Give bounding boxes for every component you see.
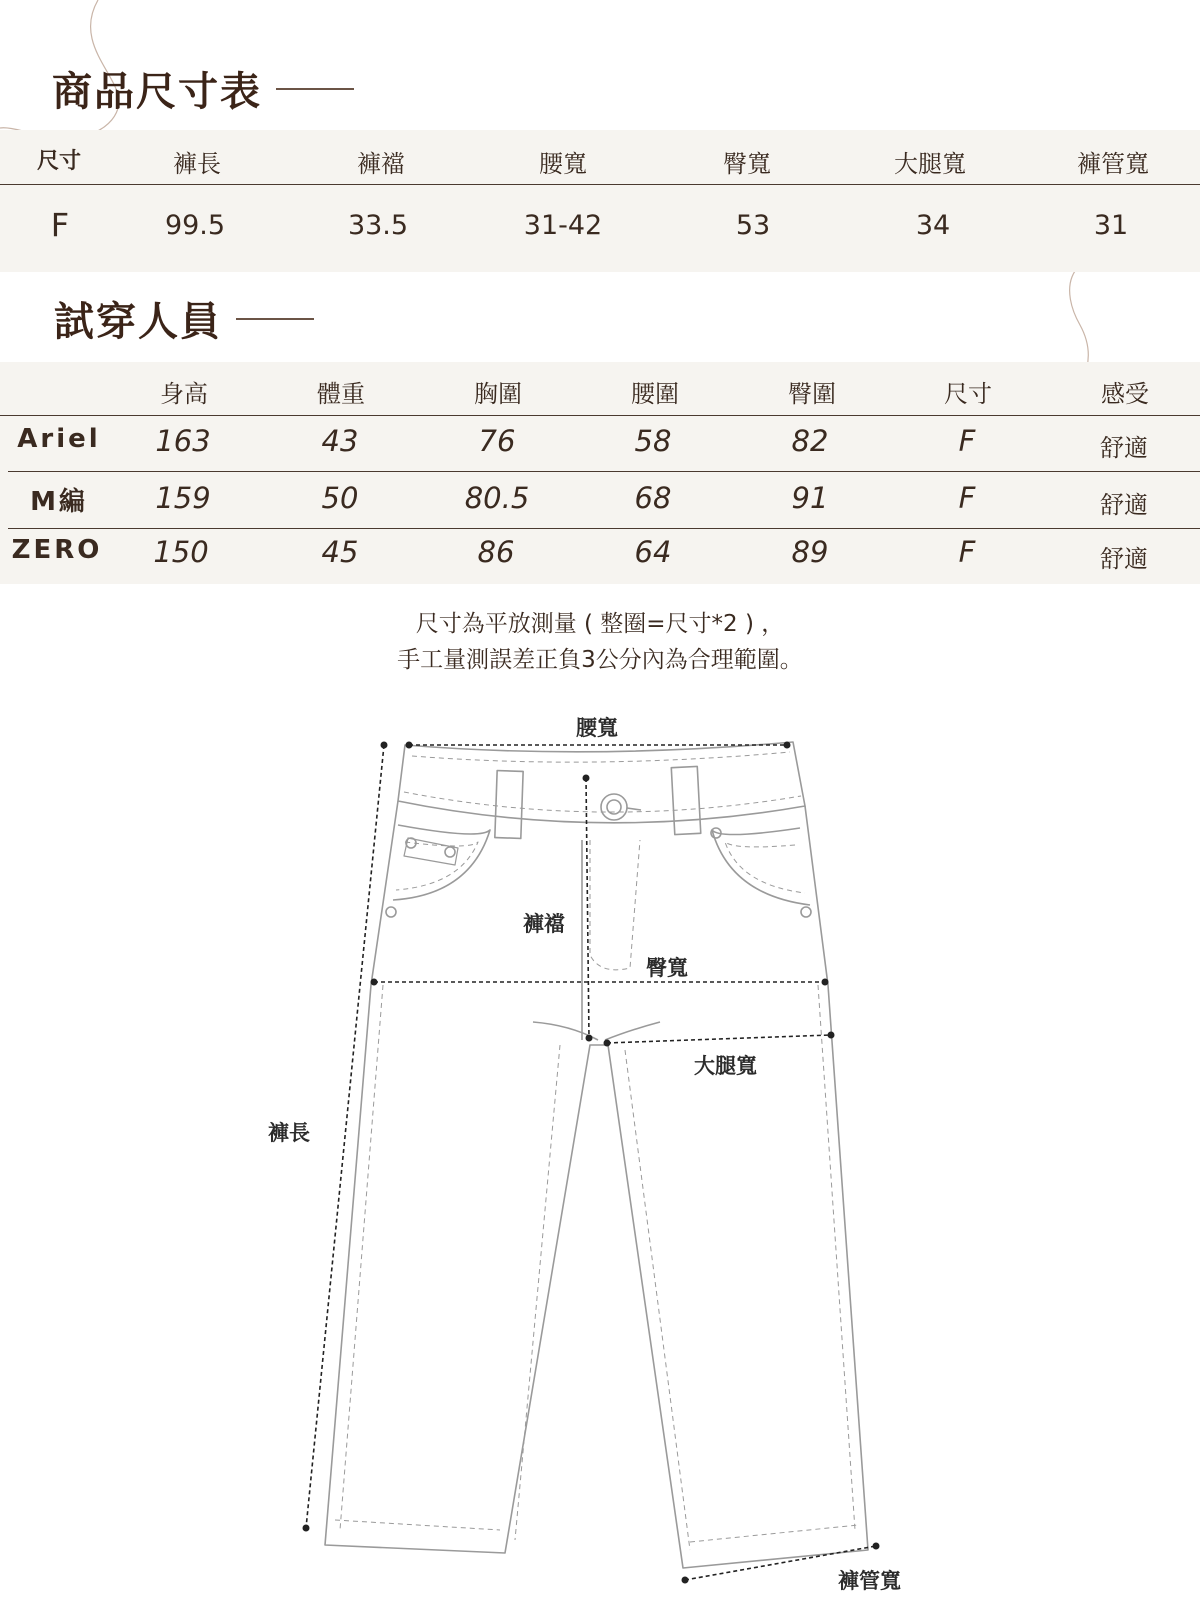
- tester-name: M編: [30, 487, 88, 517]
- fitting-header: 尺寸: [944, 380, 992, 408]
- hip-value: 91: [791, 481, 829, 515]
- fitting-header: 腰圍: [631, 380, 679, 408]
- size-header-divider: [0, 184, 1200, 185]
- label-length: 褲長: [268, 1120, 310, 1145]
- size-header: 大腿寬: [894, 150, 966, 178]
- fitting-title-text: 試穿人員: [54, 298, 222, 345]
- size-chart-title-text: 商品尺寸表: [52, 68, 262, 115]
- waist-value: 64: [634, 535, 672, 569]
- fitting-header: 體重: [317, 380, 365, 408]
- hip-value: 82: [791, 424, 829, 458]
- weight-value: 43: [321, 424, 359, 458]
- size-value: 53: [735, 210, 771, 241]
- waist-value: 68: [634, 481, 672, 515]
- height-value: 163: [155, 424, 211, 458]
- label-hem-width: 褲管寬: [838, 1568, 901, 1593]
- size-header: 臀寬: [723, 150, 771, 178]
- fitting-header-divider: [0, 415, 1200, 416]
- size-header: 尺寸: [36, 149, 82, 174]
- fitting-row-divider: [8, 471, 1200, 472]
- size-header: 褲長: [173, 150, 221, 178]
- measurement-note: [0, 606, 1200, 678]
- bust-value: 80.5: [464, 481, 530, 515]
- note-line-1: 尺寸為平放測量 ( 整圈=尺寸*2 ) ，: [415, 611, 785, 637]
- title-rule: [236, 318, 314, 320]
- size-value: 33.5: [347, 210, 409, 241]
- weight-value: 50: [321, 481, 359, 515]
- fitting-header: 身高: [160, 380, 208, 408]
- size-value: F: [50, 206, 70, 244]
- size-value: 31-42: [523, 210, 603, 241]
- title-rule: [276, 88, 354, 90]
- size-value: F: [958, 535, 976, 569]
- waist-value: 58: [634, 424, 672, 458]
- fitting-header: 感受: [1101, 380, 1149, 408]
- feel-value: 舒適: [1100, 545, 1148, 573]
- height-value: 159: [155, 481, 211, 515]
- weight-value: 45: [321, 535, 359, 569]
- label-thigh-width: 大腿寬: [694, 1053, 757, 1078]
- label-waist-width: 腰寬: [576, 715, 618, 740]
- size-header: 褲管寬: [1077, 150, 1149, 178]
- size-value: 31: [1093, 210, 1129, 241]
- hip-value: 89: [791, 535, 829, 569]
- size-header: 腰寬: [539, 150, 587, 178]
- bust-value: 76: [478, 424, 516, 458]
- label-hip-width: 臀寬: [646, 955, 688, 980]
- fitting-row-divider: [8, 528, 1200, 529]
- size-header: 褲襠: [357, 150, 405, 178]
- size-value: F: [958, 424, 976, 458]
- fitting-header: 胸圍: [474, 380, 522, 408]
- bust-value: 86: [477, 535, 515, 569]
- feel-value: 舒適: [1100, 491, 1148, 519]
- note-line-2: 手工量測誤差正負3公分內為合理範圍。: [397, 647, 803, 673]
- tester-name: Ariel: [17, 424, 101, 454]
- label-rise: 褲襠: [523, 911, 565, 936]
- tester-name: ZERO: [11, 535, 103, 565]
- height-value: 150: [153, 535, 209, 569]
- feel-value: 舒適: [1100, 434, 1148, 462]
- size-value: 99.5: [164, 210, 226, 241]
- fitting-header: 臀圍: [788, 380, 836, 408]
- size-value: 34: [915, 210, 951, 241]
- size-value: F: [958, 481, 976, 515]
- size-chart-title: [52, 60, 354, 117]
- fitting-title: [54, 290, 314, 347]
